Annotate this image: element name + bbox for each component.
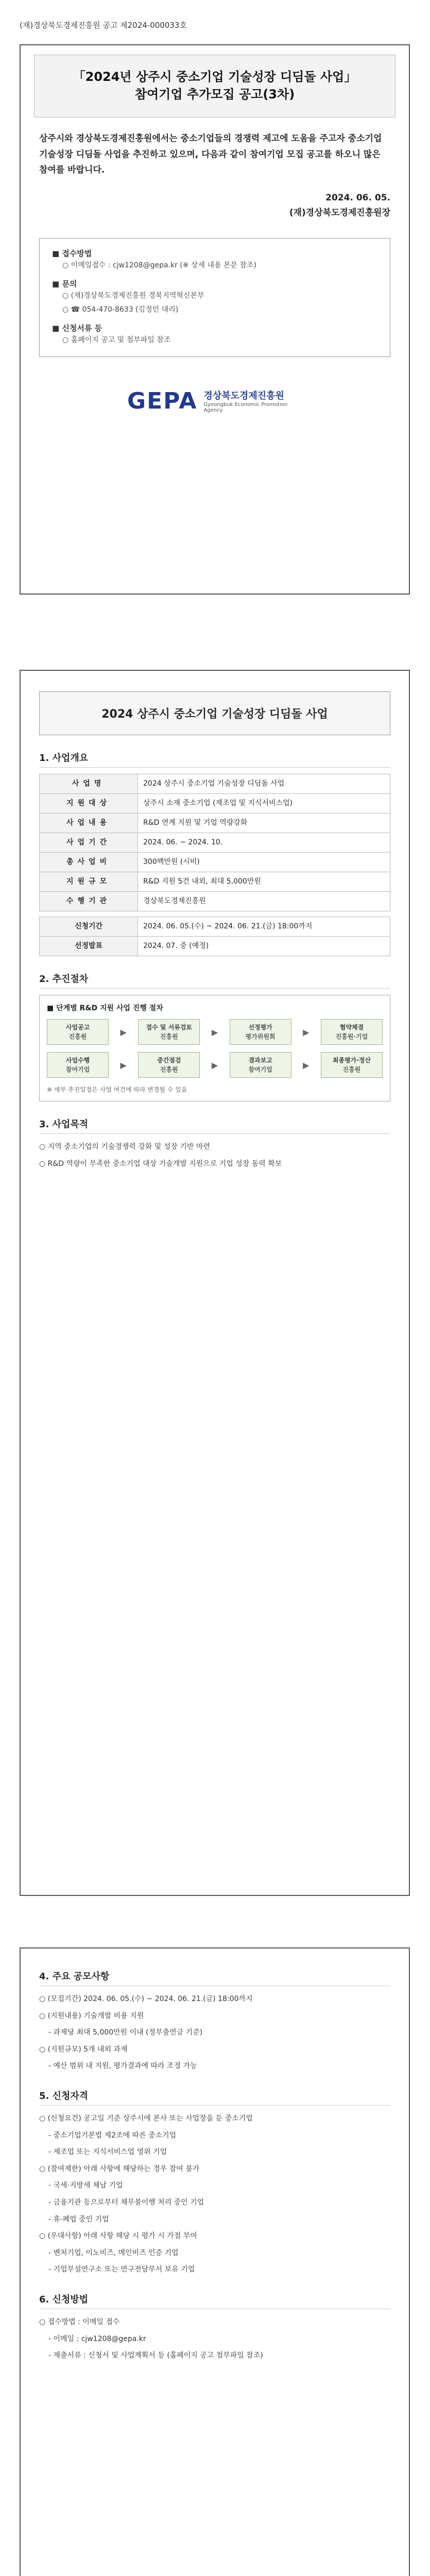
overview-row [40, 937, 390, 956]
flow-step-actor: 진흥원 [160, 1033, 178, 1040]
paragraph: ○ 지역 중소기업의 기술경쟁력 강화 및 성장 기반 마련 [39, 1143, 210, 1151]
info-heading-docs: ■ 신청서류 등 [52, 324, 102, 333]
flow-arrow-icon: ▶ [120, 1060, 127, 1070]
paragraph: - 기업부설연구소 또는 연구전담부서 보유 기업 [48, 2265, 195, 2274]
paragraph: - 예산 범위 내 지원, 평가결과에 따라 조정 가능 [48, 2062, 197, 2071]
overview-row [40, 833, 390, 853]
overview-value: 2024. 07. 중 (예정) [138, 937, 390, 956]
process-flow [39, 995, 390, 1101]
notice-title-bar [34, 55, 395, 117]
flow-step [230, 1052, 291, 1078]
paragraph: - 과제당 최대 5,000만원 이내 (정부출연금 기준) [48, 2028, 203, 2037]
notice-title: 「2024년 상주시 중소기업 기술성장 디딤돌 사업」 [73, 70, 357, 84]
overview-key: 신청기간 [40, 917, 138, 937]
info-heading-inquiry: ■ 문의 [52, 279, 77, 289]
section-heading: 4. 주요 공모사항 [39, 1969, 390, 1986]
email-address: - 이메일 : cjw1208@gepa.kr [48, 2334, 146, 2343]
flow-step-title: 사업수행 [65, 1057, 90, 1064]
notice-subtitle: 참여기업 추가모집 공고(3차) [134, 87, 295, 101]
flow-step-title: 최종평가·정산 [332, 1057, 371, 1064]
contact-info-box [39, 238, 390, 357]
paragraph: - 국세·지방세 체납 기업 [48, 2181, 123, 2190]
overview-row [40, 872, 390, 892]
paragraph: ○ (신청요건) 공고일 기준 상주시에 본사 또는 사업장을 둔 중소기업 [39, 2114, 253, 2123]
paragraph: ○ 접수방법 : 이메일 접수 [39, 2317, 120, 2326]
paragraph: ○ (지원내용) 기술개발 비용 지원 [39, 2011, 144, 2020]
flow-arrow-icon: ▶ [303, 1060, 309, 1070]
section-heading: 5. 신청자격 [39, 2089, 390, 2106]
flow-step-actor: 평가위원회 [245, 1033, 276, 1040]
paragraph: ○ (참여제한) 아래 사항에 해당하는 경우 참여 불가 [39, 2164, 200, 2173]
flow-step-actor: 참여기업 [248, 1066, 272, 1073]
flow-arrow-icon: ▶ [120, 1027, 127, 1037]
overview-value: 경상북도경제진흥원 [138, 892, 390, 911]
notice-date: 2024. 06. 05. [325, 192, 390, 203]
overview-value: 300백만원 (시비) [138, 853, 390, 872]
section-heading: 2. 추진절차 [39, 972, 390, 989]
paragraph: - 제조업 또는 지식서비스업 영위 기업 [48, 2148, 167, 2157]
notice-issuer: (재)경상북도경제진흥원장 [289, 207, 390, 218]
overview-row [40, 853, 390, 872]
overview-value: 2024 상주시 중소기업 기술성장 디딤돌 사업 [138, 774, 390, 794]
flow-step [47, 1019, 109, 1045]
overview-value: R&D 연계 지원 및 기업 역량강화 [138, 814, 390, 833]
flow-step-actor: 진흥원 [160, 1066, 178, 1073]
document-title: 2024 상주시 중소기업 기술성장 디딤돌 사업 [39, 691, 390, 735]
flow-step-title: 사업공고 [65, 1024, 90, 1031]
info-submit-method: ○ 이메일접수 : cjw1208@gepa.kr (※ 상세 내용 본문 참조) [62, 261, 256, 269]
flow-arrow-icon: ▶ [211, 1027, 218, 1037]
overview-key: 총사업비 [40, 853, 138, 872]
paragraph: - 벤처기업, 이노비즈, 메인비즈 인증 기업 [48, 2248, 179, 2257]
flow-step-title: 협약체결 [339, 1024, 364, 1031]
info-inquiry-org: ○ (재)경상북도경제진흥원 경북지역혁신본부 [62, 292, 204, 300]
info-inquiry-phone: ○ ☎ 054-470-8633 (김정민 대리) [62, 305, 179, 314]
overview-value: R&D 지원 5건 내외, 최대 5,000만원 [138, 872, 390, 892]
overview-key: 지원대상 [40, 794, 138, 814]
flow-step [321, 1019, 383, 1045]
overview-row [40, 774, 390, 794]
flow-heading: ■ 단계별 R&D 지원 사업 진행 절차 [47, 1004, 163, 1012]
flow-step-title: 선정평가 [248, 1024, 272, 1031]
flow-arrow-icon: ▶ [211, 1060, 218, 1070]
overview-row [40, 917, 390, 937]
overview-row [40, 892, 390, 911]
flow-row [47, 1019, 383, 1045]
paragraph: - 중소기업기본법 제2조에 따른 중소기업 [48, 2131, 177, 2140]
logo-subname: Gyeongbuk Economic Promotion Agency [203, 402, 288, 414]
flow-step-actor: 참여기업 [65, 1066, 90, 1073]
overview-key: 사업내용 [40, 814, 138, 833]
flow-step [230, 1019, 291, 1045]
flow-note: ※ 세부 추진일정은 사업 여건에 따라 변경될 수 있음 [47, 1086, 187, 1093]
notice-signature [39, 191, 390, 221]
section-heading: 3. 사업목적 [39, 1117, 390, 1134]
logo-mark: GEPA [127, 387, 198, 414]
section-heading: 6. 신청방법 [39, 2292, 390, 2309]
flow-step [138, 1019, 200, 1045]
flow-step-actor: 진흥원 [342, 1066, 361, 1073]
overview-key: 선정발표 [40, 937, 138, 956]
paragraph: ○ (모집기간) 2024. 06. 05.(수) ~ 2024. 06. 21.(금) 18:00까지 [39, 1995, 253, 2003]
info-heading-submit: ■ 접수방법 [52, 248, 92, 258]
overview-key: 지원규모 [40, 872, 138, 892]
paragraph: ○ (지원규모) 5개 내외 과제 [39, 2045, 128, 2054]
flow-step-actor: 진흥원·기업 [335, 1033, 368, 1040]
paragraph: ○ (우대사항) 아래 사항 해당 시 평가 시 가점 부여 [39, 2232, 197, 2241]
overview-row [40, 814, 390, 833]
flow-step-title: 중간점검 [157, 1057, 181, 1064]
overview-table [39, 774, 390, 911]
overview-key: 수행기관 [40, 892, 138, 911]
flow-step [47, 1052, 109, 1078]
flow-step-title: 접수 및 서류검토 [146, 1024, 193, 1031]
document-page-1 [20, 670, 410, 1896]
gepa-logo [127, 388, 302, 414]
overview-value: 2024. 06. ~ 2024. 10. [138, 833, 390, 853]
logo-name: 경상북도경제진흥원 [203, 391, 284, 402]
overview-value: 상주시 소재 중소기업 (제조업 및 지식서비스업) [138, 794, 390, 814]
notice-number: (재)경상북도경제진흥원 공고 제2024-000033호 [20, 21, 187, 30]
paragraph: - 제출서류 : 신청서 및 사업계획서 등 (홈페이지 공고 첨부파일 참조) [48, 2351, 263, 2360]
overview-table-2 [39, 917, 390, 956]
paragraph: - 금융기관 등으로부터 채무불이행 처리 중인 기업 [48, 2198, 204, 2207]
overview-key: 사업명 [40, 774, 138, 794]
flow-step [321, 1052, 383, 1078]
document-page-2 [20, 1947, 410, 2576]
section-heading: 1. 사업개요 [39, 751, 390, 768]
overview-key: 사업기간 [40, 833, 138, 853]
info-docs: ○ 홈페이지 공고 및 첨부파일 참조 [62, 336, 171, 345]
paragraph: - 휴·폐업 중인 기업 [48, 2215, 109, 2224]
overview-value: 2024. 06. 05.(수) ~ 2024. 06. 21.(금) 18:00까지 [138, 917, 390, 937]
notice-intro: 상주시와 경상북도경제진흥원에서는 중소기업들의 경쟁력 제고에 도움을 주고자 중소기업 기술성장 디딤돌 사업을 추진하고 있으며, 다음과 같이 참여기업 모집 공고를 하오니 많은 참여를 바랍니다. [39, 133, 382, 176]
overview-row [40, 794, 390, 814]
flow-row [47, 1052, 383, 1078]
flow-step-title: 결과보고 [248, 1057, 272, 1064]
notice-cover [20, 44, 410, 595]
flow-step [138, 1052, 200, 1078]
flow-step-actor: 진흥원 [68, 1033, 87, 1040]
paragraph: ○ R&D 역량이 부족한 중소기업 대상 기술개발 지원으로 기업 성장 동력 확보 [39, 1159, 282, 1168]
flow-arrow-icon: ▶ [303, 1027, 309, 1037]
